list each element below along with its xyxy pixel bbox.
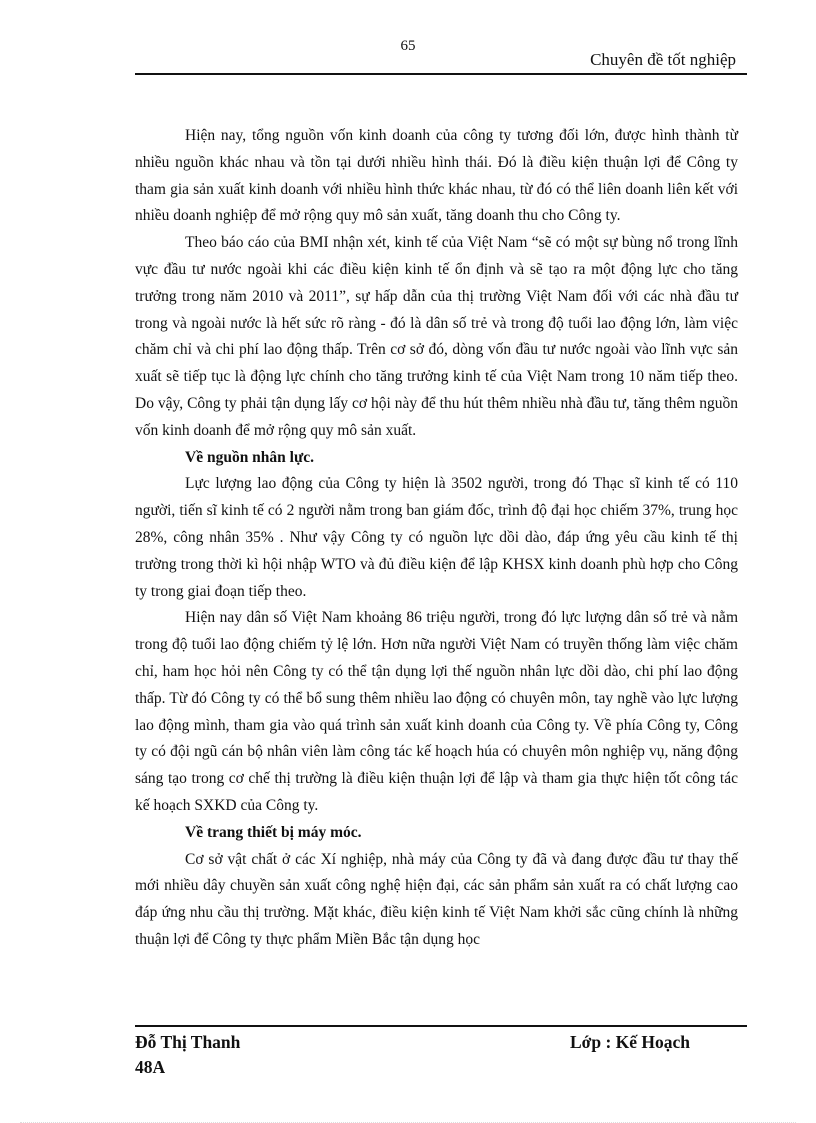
author-class-code: 48A [135, 1057, 166, 1077]
body-text [135, 123, 738, 954]
paragraph: Cơ sở vật chất ở các Xí nghiệp, nhà máy của Công ty đã và đang được đầu tư thay thế mới nhiều dây chuyền sản xuất công nghệ hiện đại, các sản phẩm sản xuất ra có chất lượng cao đáp ứng nhu cầu thị trường. Mặt khác, điều kiện kinh tế Việt Nam khởi sắc cũng chính là những thuận lợi để Công ty thực phẩm Miền Bắc tận dụng học [135, 850, 738, 948]
paragraph: Lực lượng lao động của Công ty hiện là 3502 người, trong đó Thạc sĩ kinh tế có 110 người, tiến sĩ kinh tế có 2 người nằm trong ban giám đốc, trình độ đại học chiếm 37%, trung học 28%, công nhân 35% . Như vậy Công ty có nguồn lực dồi dào, đáp ứng yêu cầu kinh tế thị trường trong thời kì hội nhập WTO và đủ điều kiện để lập KHSX kinh doanh phù hợp cho Công ty trong giai đoạn tiếp theo. [135, 475, 738, 600]
footer-rule [135, 1025, 747, 1027]
section-heading: Về trang thiết bị máy móc. [185, 823, 362, 841]
paragraph: Hiện nay dân số Việt Nam khoảng 86 triệu người, trong đó lực lượng dân số trẻ và nằm trong độ tuổi lao động chiếm tỷ lệ lớn. Hơn nữa người Việt Nam có truyền thống làm việc chăm chỉ, ham học hỏi nên Công ty có thể tận dụng lợi thế nguồn nhân lực dồi dào, chi phí lao động thấp. Từ đó Công ty có thể bổ sung thêm nhiều lao động có chuyên môn, tay nghề vào lực lượng lao động mình, tham gia vào quá trình sản xuất kinh doanh của Công ty. Về phía Công ty, Công ty có đội ngũ cán bộ nhân viên làm công tác kế hoạch húa có chuyên môn nghiệp vụ, năng động sáng tạo trong cơ chế thị trường là điều kiện thuận lợi để lập và tham gia thực hiện tốt công tác kế hoạch SXKD của Công ty. [135, 609, 738, 814]
section-heading: Về nguồn nhân lực. [185, 448, 315, 466]
footer-author [135, 1030, 240, 1080]
page-number: 65 [400, 38, 416, 54]
footer-class: Lớp : Kế Hoạch [570, 1032, 691, 1052]
paragraph: Theo báo cáo của BMI nhận xét, kinh tế của Việt Nam “sẽ có một sự bùng nổ trong lĩnh vực đầu tư nước ngoài khi các điều kiện kinh tế ổn định và sẽ tạo ra một động lực cho tăng trưởng trong năm 2010 và 2011”, sự hấp dẫn của thị trường Việt Nam đối với các nhà đầu tư trong và ngoài nước là hết sức rõ ràng - đó là dân số trẻ và trong độ tuổi lao động lớn, làm việc chăm chỉ và chi phí lao động thấp. Trên cơ sở đó, dòng vốn đầu tư nước ngoài vào lĩnh vực sản xuất sẽ tiếp tục là động lực chính cho tăng trưởng kinh tế của Việt Nam trong 10 năm tiếp theo. Do vậy, Công ty phải tận dụng lấy cơ hội này để thu hút thêm nhiều nhà đầu tư, tăng thêm nguồn vốn kinh doanh để mở rộng quy mô sản xuất. [135, 234, 738, 439]
header-rule [135, 73, 747, 75]
paragraph: Hiện nay, tổng nguồn vốn kinh doanh của công ty tương đối lớn, được hình thành từ nhiều nguồn khác nhau và tồn tại dưới nhiều hình thái. Đó là điều kiện thuận lợi để Công ty tham gia sản xuất kinh doanh với nhiều hình thức khác nhau, từ đó có thể liên doanh liên kết với nhiều doanh nghiệp để mở rộng quy mô sản xuất, tăng doanh thu cho Công ty. [135, 127, 738, 225]
author-name: Đỗ Thị Thanh [135, 1032, 241, 1052]
header-title: Chuyên đề tốt nghiệp [590, 50, 736, 69]
